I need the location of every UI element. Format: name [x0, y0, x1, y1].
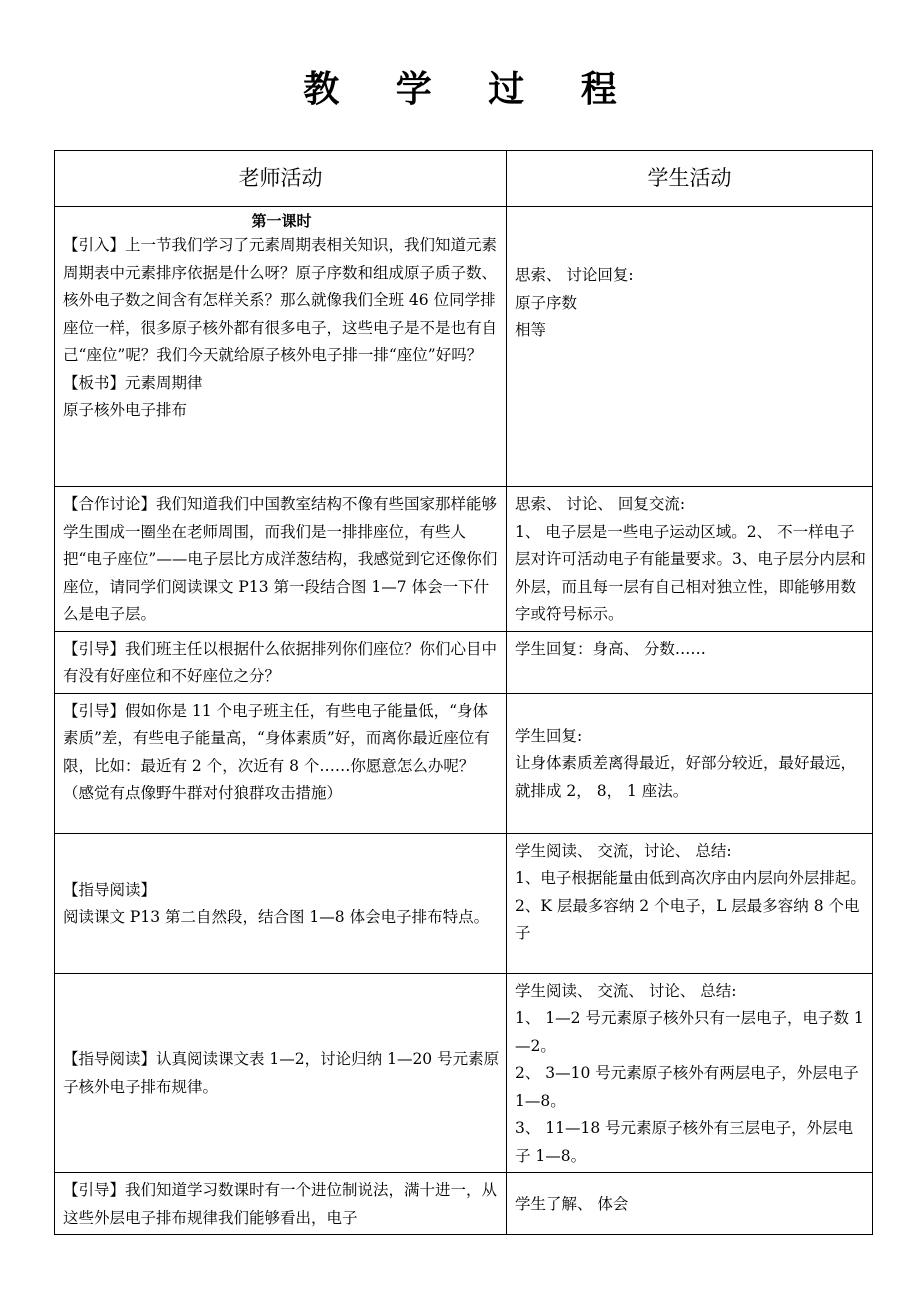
- student-cell: [507, 631, 873, 693]
- cell-text: 【合作讨论】我们知道我们中国教室结构不像有些国家那样能够学生围成一圈坐在老师周围，而我们是一排排座位，有些人把“电子座位”——电子层比方成洋葱结构，我感觉到它还像你们座位，请同学们阅读课文 P13 第一段结合图 1—7 体会一下什么是电子层。: [63, 495, 498, 623]
- cell-text: 学生了解、 体会: [515, 1194, 629, 1213]
- cell-text: 1、电子根据能量由低到高次序由内层向外层排起。: [515, 869, 866, 887]
- table-row: [55, 833, 873, 973]
- teaching-process-table: [54, 150, 873, 1235]
- table-row: [55, 207, 873, 487]
- header-student-activity: 学生活动: [507, 151, 873, 207]
- cell-text: 相等: [515, 321, 547, 340]
- header-teacher-activity: 老师活动: [55, 151, 507, 207]
- table-header-row: [55, 151, 873, 207]
- teacher-cell: [55, 631, 507, 693]
- cell-text: 2、 3—10 号元素原子核外有两层电子，外层电子 1—8。: [515, 1064, 859, 1110]
- cell-text: 学生阅读、 交流、 讨论、 总结:: [515, 981, 737, 1000]
- cell-text: （感觉有点像野牛群对付狼群攻击措施）: [63, 784, 343, 802]
- table-row: [55, 487, 873, 632]
- teacher-cell: [55, 973, 507, 1173]
- cell-text: 思索、 讨论回复:: [515, 266, 634, 285]
- student-cell: [507, 1173, 873, 1235]
- student-cell: [507, 833, 873, 973]
- cell-text: 学生回复:: [515, 726, 583, 745]
- cell-text: 【指导阅读】: [63, 880, 157, 899]
- student-cell: [507, 693, 873, 833]
- cell-text: 【引导】假如你是 11 个电子班主任，有些电子能量低，“身体素质”差，有些电子能量高，“身体素质”好，而离你最近座位有限，比如：最近有 2 个，次近有 8 个……你愿意怎么办呢？: [63, 701, 490, 775]
- teacher-cell: [55, 487, 507, 632]
- cell-text: 原子序数: [515, 293, 578, 312]
- cell-text: 原子核外电子排布: [63, 401, 188, 419]
- teacher-cell: [55, 1173, 507, 1235]
- lesson-label: 第一课时: [251, 212, 312, 230]
- table-row: [55, 973, 873, 1173]
- cell-text: 【板书】元素周期律: [63, 373, 203, 392]
- cell-text: 【引入】上一节我们学习了元素周期表相关知识，我们知道元素周期表中元素排序依据是什么呀？原子序数和组成原子质子数、 核外电子数之间含有怎样关系？那么就像我们全班 46 位同学排座位一样，很多原子核外都有很多电子，这些电子是不是也有自己“座位”呢？我们今天就给原子核外电子排一排“座位”好吗？: [63, 236, 498, 364]
- student-cell: [507, 207, 873, 487]
- cell-text: 思索、 讨论、 回复交流:: [515, 495, 686, 513]
- cell-text: 2、K 层最多容纳 2 个电子，L 层最多容纳 8 个电子: [515, 896, 860, 942]
- table-row: [55, 631, 873, 693]
- student-cell: [507, 487, 873, 632]
- cell-text: 【引导】我们班主任以根据什么依据排列你们座位？你们心目中有没有好座位和不好座位之分？: [63, 639, 498, 685]
- teacher-cell: [55, 693, 507, 833]
- page-title: 教 学 过 程: [303, 69, 639, 110]
- cell-text: 1、 电子层是一些电子运动区域。2、 不一样电子层对许可活动电子有能量要求。3、电子层分内层和外层，而且每一层有自己相对独立性，即能够用数字或符号标示。: [515, 522, 866, 623]
- cell-text: 学生回复：身高、 分数……: [515, 639, 706, 658]
- teacher-cell: [55, 207, 507, 487]
- cell-text: 学生阅读、 交流，讨论、 总结:: [515, 841, 732, 860]
- cell-text: 3、 11—18 号元素原子核外有三层电子，外层电子 1—8。: [515, 1119, 854, 1165]
- cell-text: 让身体素质差离得最近，好部分较近，最好最远，就排成 2， 8， 1 座法。: [515, 754, 857, 800]
- cell-text: 1、 1—2 号元素原子核外只有一层电子，电子数 1—2。: [515, 1009, 864, 1055]
- cell-text: 【指导阅读】认真阅读课文表 1—2，讨论归纳 1—20 号元素原子核外电子排布规律。: [63, 1050, 500, 1096]
- student-cell: [507, 973, 873, 1173]
- teacher-cell: [55, 833, 507, 973]
- table-row: [55, 1173, 873, 1235]
- cell-text: 阅读课文 P13 第二自然段，结合图 1—8 体会电子排布特点。: [63, 908, 490, 926]
- cell-text: 【引导】我们知道学习数课时有一个进位制说法，满十进一，从这些外层电子排布规律我们能够看出，电子: [63, 1181, 498, 1227]
- table-row: [55, 693, 873, 833]
